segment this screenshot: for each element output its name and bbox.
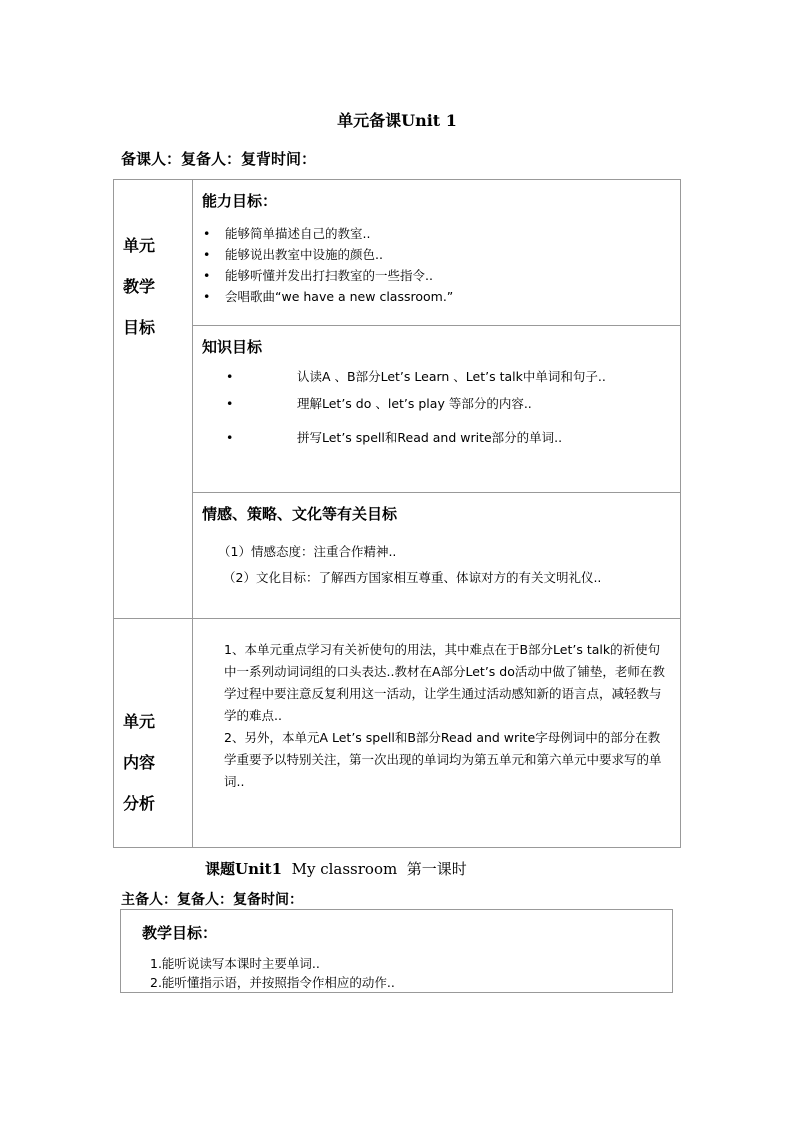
emotion-heading: 情感、策略、文化等有关目标 — [202, 505, 398, 523]
page-title: 单元备课Unit 1 — [337, 111, 457, 130]
list-item: • 能够简单描述自己的教室.. — [202, 223, 680, 244]
knowledge-heading: 知识目标 — [202, 338, 263, 356]
list-item: • 能够说出教室中设施的颜色.. — [202, 244, 680, 265]
ability-heading: 能力目标： — [202, 192, 278, 210]
label-line: 教学 — [123, 277, 156, 296]
unit-plan-table — [113, 179, 681, 848]
lesson-preparer-line: 主备人：复备人：复备时间： — [121, 892, 303, 908]
lesson-title-bold: 课题Unit1 — [205, 860, 283, 878]
lesson-goal-item: 2.能听懂指示语，并按照指令作相应的动作.. — [150, 975, 395, 990]
lesson-title-rest: My classroom 第一课时 — [282, 860, 467, 878]
content-label-cell — [114, 619, 193, 848]
label-line: 单元 — [123, 712, 156, 731]
ability-goals-cell — [193, 180, 681, 326]
culture-line: （2）文化目标：了解西方国家相互尊重、体谅对方的有关文明礼仪.. — [223, 570, 602, 585]
list-item: • 理解Let’s do 、let’s play 等部分的内容.. — [202, 394, 672, 414]
emotion-line: （1）情感态度：注重合作精神.. — [218, 544, 397, 559]
preparer-line: 备课人：复备人：复背时间： — [121, 150, 317, 168]
list-item: • 能够听懂并发出打扫教室的一些指令.. — [202, 265, 680, 286]
list-item: • 拼写Let’s spell和Read and write部分的单词.. — [202, 428, 672, 448]
label-line: 目标 — [123, 318, 156, 337]
label-line: 分析 — [123, 794, 156, 813]
label-line: 内容 — [123, 753, 156, 772]
label-line: 单元 — [123, 236, 156, 255]
list-item: • 会唱歌曲“we have a new classroom.” — [202, 286, 680, 307]
ability-list — [202, 223, 680, 307]
lesson-title — [205, 858, 467, 879]
emotion-goals-cell — [193, 493, 681, 619]
lesson-goal-item: 1.能听说读写本课时主要单词.. — [150, 956, 320, 971]
lesson-goals-heading: 教学目标： — [142, 924, 218, 942]
lesson-goals-box — [120, 909, 673, 993]
list-item: • 认读A 、B部分Let’s Learn 、Let’s talk中单词和句子.. — [202, 367, 672, 387]
unit-goals-label-cell — [114, 180, 193, 619]
knowledge-goals-cell — [193, 326, 681, 493]
analysis-paragraph: 1、本单元重点学习有关祈使句的用法，其中难点在于B部分Let’s talk的祈使句中一系列动词词组的口头表达..教材在A部分Let’s do活动中做了铺垫，老师在教学过程中要注意反复利用这一活动，让学生通过活动感知新的语言点，减轻教与学的难点.. — [224, 642, 665, 723]
content-analysis-cell — [193, 619, 681, 848]
analysis-paragraph: 2、另外，本单元A Let’s spell和B部分Read and write字母例词中的部分在教学重要予以特别关注，第一次出现的单词均为第五单元和第六单元中要求写的单词.. — [224, 730, 662, 789]
